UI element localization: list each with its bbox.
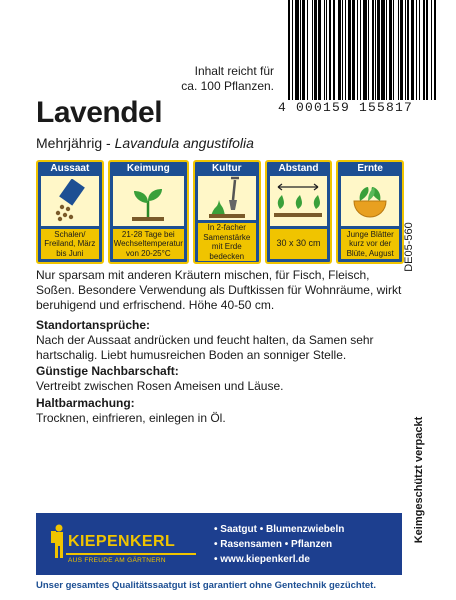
description: Nur sparsam mit anderen Kräutern mischen, für Fisch, Fleisch, Soßen. Besondere Verwendung als Duftkissen für Wohnräume, wirkt beruhigend und erfrischend. Höhe 40-50 cm.: [36, 268, 402, 312]
section-heading: Standortansprüche:: [36, 318, 151, 332]
content-note-line-2: ca. 100 Pflanzen.: [181, 79, 274, 93]
icon-card-heading: Kultur: [212, 163, 242, 174]
brand-list-line-1: • Saatgut • Blumenzwiebeln: [214, 524, 345, 535]
section-haltbarmachung: [36, 396, 402, 426]
section-text: Nach der Aussaat andrücken und feucht halten, da Samen sehr hartschalig. Liebt humusreichen Boden an sonniger Stelle.: [36, 333, 374, 362]
section-standort: [36, 318, 402, 363]
icon-card-abstand: [265, 160, 333, 264]
section-heading: Haltbarmachung:: [36, 396, 135, 410]
icon-card-aussaat: [36, 160, 104, 264]
section-heading: Günstige Nachbarschaft:: [36, 364, 179, 378]
content-note-line-1: Inhalt reicht für: [194, 64, 274, 78]
icon-card-kultur: [193, 160, 261, 264]
kiepenkerl-figure-icon: [50, 523, 66, 559]
icon-card-heading: Abstand: [278, 163, 319, 174]
product-title: Lavendel: [36, 96, 163, 129]
subtitle-prefix: Mehrjährig -: [36, 135, 115, 151]
icon-card-ernte: [336, 160, 404, 264]
icon-card-heading: Keimung: [126, 163, 170, 174]
icon-card-keimung: [108, 160, 189, 264]
seed-packet-icon: [41, 176, 99, 226]
section-text: Vertreibt zwischen Rosen Ameisen und Läuse.: [36, 379, 284, 393]
brand-logo: [42, 517, 200, 571]
icon-card-text: 21-28 Tage bei Wechseltemperatur von 20-25°C: [113, 229, 183, 258]
brand-tagline: AUS FREUDE AM GÄRTNERN: [68, 557, 166, 564]
barcode-gap: [436, 0, 437, 100]
spacing-icon: [270, 176, 328, 226]
article-code: DE05-560: [403, 222, 415, 272]
latin-name: Lavandula angustifolia: [114, 135, 254, 151]
brand-name: KIEPENKERL: [68, 533, 176, 550]
icon-card-text: Schalen/ Freiland, März bis Juni: [41, 229, 99, 259]
brand-list-line-2: • Rasensamen • Pflanzen: [214, 539, 333, 550]
icon-card-text: 30 x 30 cm: [270, 229, 328, 259]
section-text: Trocknen, einfrieren, einlegen in Öl.: [36, 411, 226, 425]
product-subtitle: [36, 135, 254, 151]
harvest-bowl-icon: [341, 176, 399, 226]
brand-banner: [36, 513, 402, 575]
section-nachbarschaft: [36, 364, 402, 394]
footer-guarantee: Unser gesamtes Qualitätssaatgut ist garantiert ohne Gentechnik gezüchtet.: [36, 580, 376, 591]
seedling-icon: [113, 176, 184, 226]
packaging-note: Keimgeschützt verpackt: [413, 416, 425, 544]
brand-product-list: [214, 522, 344, 567]
icon-card-heading: Aussaat: [50, 163, 90, 174]
barcode: [278, 0, 438, 122]
icon-card-heading: Ernte: [357, 163, 383, 174]
barcode-number: 4 000159 155817: [278, 100, 414, 115]
barcode-bars: [288, 0, 438, 100]
spade-icon: [198, 176, 256, 220]
cultivation-icons: [36, 160, 404, 264]
brand-underline: [66, 553, 196, 555]
icon-card-text: Junge Blätter kurz vor der Blüte, August: [341, 229, 399, 259]
icon-card-text: In 2-facher Samenstärke mit Erde bedecken: [198, 223, 256, 261]
brand-website[interactable]: • www.kiepenkerl.de: [214, 554, 310, 565]
content-note: [162, 64, 274, 94]
